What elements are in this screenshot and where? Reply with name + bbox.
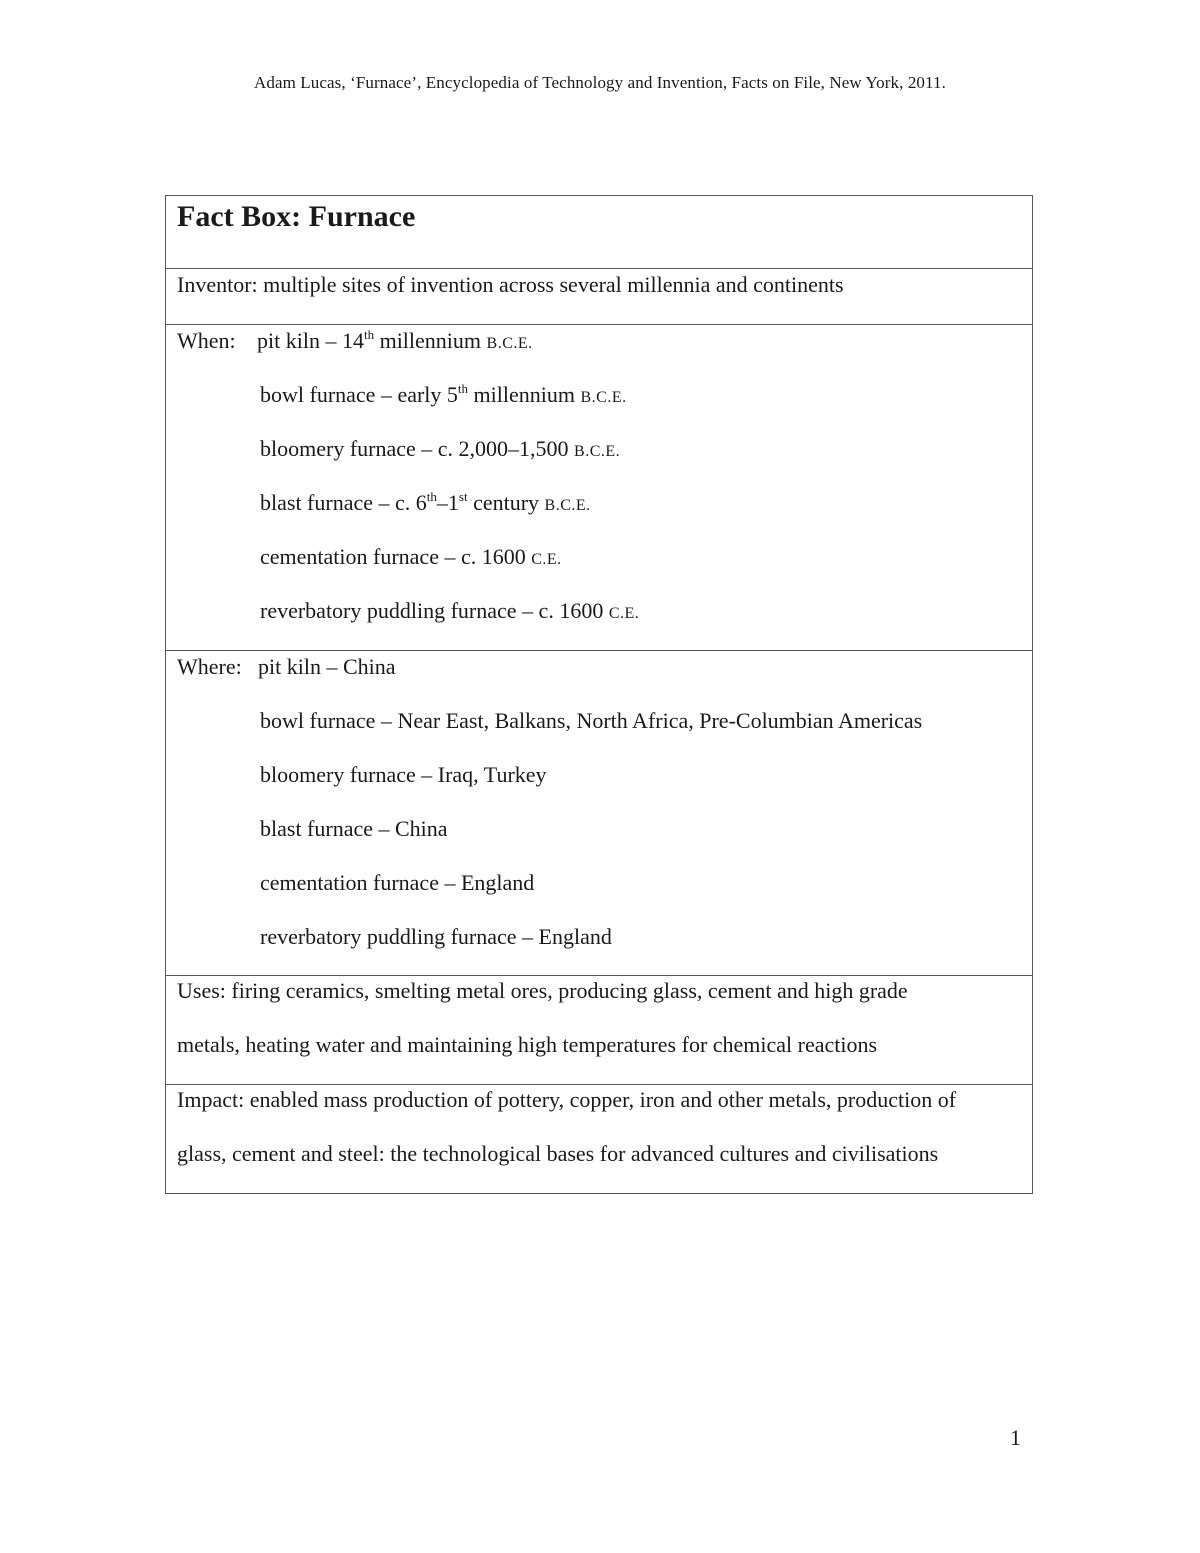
fact-box-title: Fact Box: Furnace (177, 200, 416, 233)
where-entry: blast furnace – China (260, 816, 448, 841)
impact-row (166, 1085, 1032, 1193)
when-row (166, 325, 1032, 651)
when-entry: blast furnace – c. 6th–1st century B.C.E. (260, 489, 591, 515)
when-entry: reverbatory puddling furnace – c. 1600 C.E. (260, 598, 640, 623)
when-entry: bowl furnace – early 5th millennium B.C.E. (260, 381, 627, 407)
inventor-text: Inventor: multiple sites of invention across several millennia and continents (177, 272, 844, 297)
where-entry: cementation furnace – England (260, 870, 535, 895)
when-entry: When: pit kiln – 14th millennium B.C.E. (177, 327, 533, 353)
where-row (166, 651, 1032, 976)
where-entry: bloomery furnace – Iraq, Turkey (260, 762, 547, 787)
citation-header: Adam Lucas, ‘Furnace’, Encyclopedia of Technology and Invention, Facts on File, New York, 2011. (254, 73, 946, 92)
uses-line: metals, heating water and maintaining high temperatures for chemical reactions (177, 1032, 878, 1057)
when-label: When: (177, 328, 236, 353)
where-entry: bowl furnace – Near East, Balkans, North Africa, Pre-Columbian Americas (260, 708, 923, 733)
impact-line: glass, cement and steel: the technological bases for advanced cultures and civilisations (177, 1141, 939, 1166)
impact-line: Impact: enabled mass production of pottery, copper, iron and other metals, production of (177, 1087, 957, 1112)
page-number: 1 (1010, 1425, 1021, 1450)
fact-box-title-row (166, 196, 1032, 269)
where-entry: reverbatory puddling furnace – England (260, 924, 612, 949)
when-entry: cementation furnace – c. 1600 C.E. (260, 544, 562, 569)
inventor-row (166, 269, 1032, 325)
where-entry: Where: pit kiln – China (177, 654, 396, 679)
when-entry: bloomery furnace – c. 2,000–1,500 B.C.E. (260, 436, 621, 461)
fact-box-table (165, 195, 1033, 1194)
uses-row (166, 976, 1032, 1085)
uses-line: Uses: firing ceramics, smelting metal ores, producing glass, cement and high grade (177, 978, 908, 1003)
where-label: Where: (177, 654, 242, 679)
